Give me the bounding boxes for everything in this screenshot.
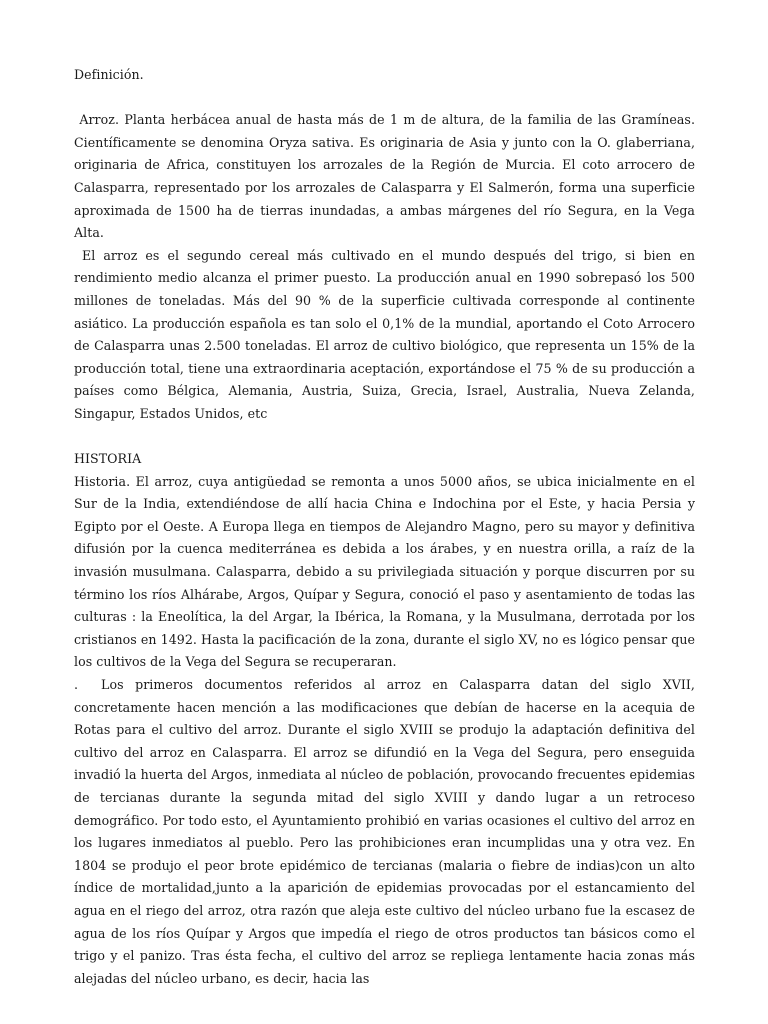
historia-heading: HISTORIA <box>74 451 142 467</box>
blank-line <box>74 426 695 449</box>
definicion-heading: Definición. <box>74 67 144 82</box>
definicion-paragraph-1: Arroz. Planta herbácea anual de hasta más de 1 m de altura, de la familia de las Gramíneas. Científicamente se denomina Oryza sativa. Es originaria de Asia y junto con la O. glaberriana, originaria de Africa, constituyen los arrozales de la Región de Murcia. El coto arrocero de Calasparra, representado por los arrozales de Calasparra y El Salmerón, forma una superficie aproximada de 1500 ha de tierras inundadas, a ambas márgenes del río Segura, en la Vega Alta. <box>74 112 700 241</box>
definicion-paragraph-2: El arroz es el segundo cereal más cultivado en el mundo después del trigo, si bien en rendimiento medio alcanza el primer puesto. La producción anual en 1990 sobrepasó los 500 millones de toneladas. Más del 90 % de la superficie cultivada corresponde al continente asiático. La producción española es tan solo el 0,1% de la mundial, aportando el Coto Arrocero de Calasparra unas 2.500 toneladas. El arroz de cultivo biológico, que representa un 15% de la producción total, tiene una extraordinaria aceptación, exportándose el 75 % de su producción a países como Bélgica, Alemania, Austria, Suiza, Grecia, Israel, Australia, Nueva Zelanda, Singapur, Estados Unidos, etc <box>74 247 700 421</box>
historia-paragraph-2: . Los primeros documentos referidos al arroz en Calasparra datan del siglo XVII, concretamente hacen mención a las modificaciones que debían de hacerse en la acequia de Rotas para el cultivo del arroz. Durante el siglo XVIII se produjo la adaptación definitiva del cultivo del arroz en Calasparra. El arroz se difundió en la Vega del Segura, pero enseguida invadió la huerta del Argos, inmediata al núcleo de población, provocando frecuentes epidemias de tercianas durante la segunda mitad del siglo XVIII y dando lugar a un retroceso demográfico. Por todo esto, el Ayuntamiento prohibió en varias ocasiones el cultivo del arroz en los lugares inmediatos al pueblo. Pero las prohibiciones eran incumplidas una y otra vez. En 1804 se produjo el peor brote epidémico de tercianas (malaria o fiebre de indias)con un alto índice de mortalidad,junto a la aparición de epidemias provocadas por el estancamiento del agua en el riego del arroz, otra razón que aleja este cultivo del núcleo urbano fue la escasez de agua de los ríos Quípar y Argos que impedía el riego de otros productos tan básicos como el trigo y el panizo. Tras ésta fecha, el cultivo del arroz se repliega lentamente hacia zonas más alejadas del núcleo urbano, es decir, hacia las <box>74 677 700 986</box>
document-page <box>74 64 700 990</box>
historia-paragraph-1: Historia. El arroz, cuya antigüedad se remonta a unos 5000 años, se ubica inicialmente en el Sur de la India, extendiéndose de allí hacia China e Indochina por el Este, y hacia Persia y Egipto por el Oeste. A Europa llega en tiempos de Alejandro Magno, pero su mayor y definitiva difusión por la cuenca mediterránea es debida a los árabes, y en nuestra orilla, a raíz de la invasión musulmana. Calasparra, debido a su privilegiada situación y porque discurren por su término los ríos Alhárabe, Argos, Quípar y Segura, conoció el paso y asentamiento de todas las culturas : la Eneolítica, la del Argar, la Ibérica, la Romana, y la Musulmana, derrotada por los cristianos en 1492. Hasta la pacificación de la zona, durante el siglo XV, no es lógico pensar que los cultivos de la Vega del Segura se recuperaran. <box>74 473 695 670</box>
blank-line <box>74 87 695 110</box>
